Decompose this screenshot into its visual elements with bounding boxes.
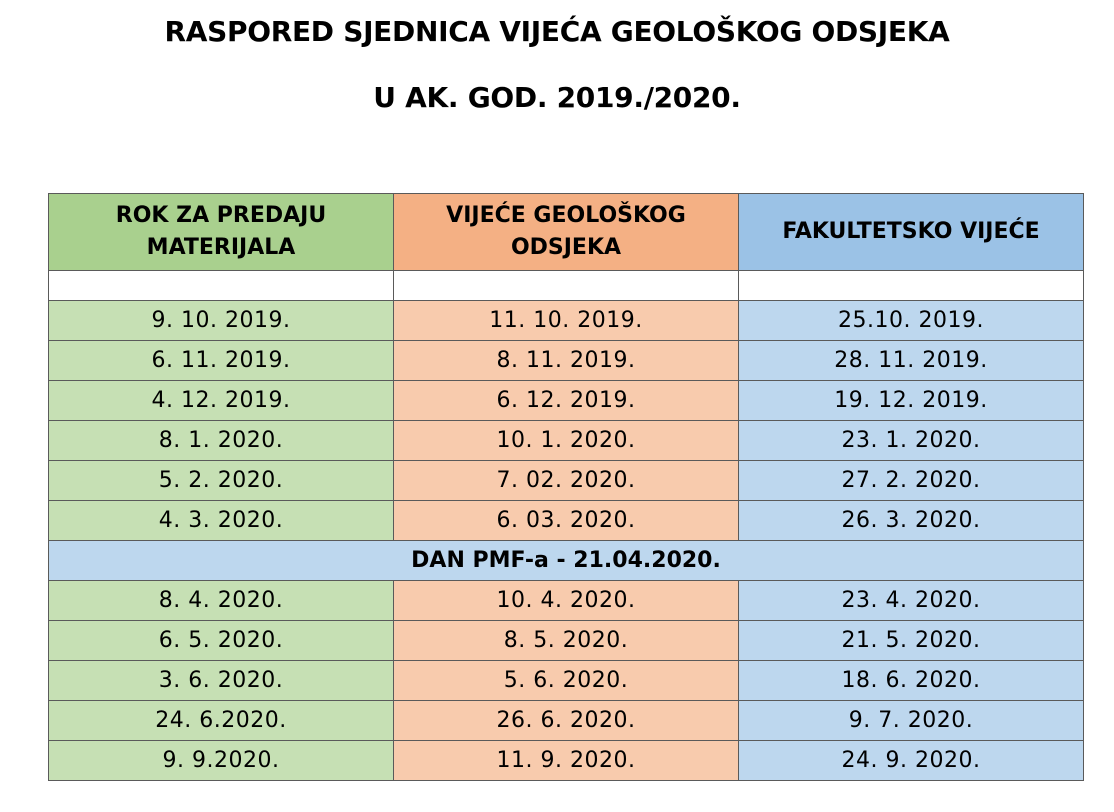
department-council-cell: 26. 6. 2020. — [394, 701, 739, 741]
deadline-cell: 5. 2. 2020. — [49, 461, 394, 501]
faculty-council-cell: 27. 2. 2020. — [739, 461, 1084, 501]
event-label: DAN PMF-a - 21.04.2020. — [49, 541, 1084, 581]
deadline-cell: 8. 4. 2020. — [49, 581, 394, 621]
faculty-council-cell: 21. 5. 2020. — [739, 621, 1084, 661]
header-row — [49, 194, 1084, 271]
blank-cell — [49, 271, 394, 301]
deadline-cell: 3. 6. 2020. — [49, 661, 394, 701]
faculty-council-cell: 23. 1. 2020. — [739, 421, 1084, 461]
table-row — [49, 421, 1084, 461]
department-council-cell: 8. 11. 2019. — [394, 341, 739, 381]
table-row — [49, 501, 1084, 541]
table-row — [49, 381, 1084, 421]
table-row — [49, 461, 1084, 501]
page-subtitle: U AK. GOD. 2019./2020. — [373, 81, 741, 114]
header-department-council: VIJEĆE GEOLOŠKOG ODSJEKA — [394, 194, 739, 271]
blank-cell — [394, 271, 739, 301]
department-council-cell: 10. 4. 2020. — [394, 581, 739, 621]
header-faculty-council: FAKULTETSKO VIJEĆE — [739, 194, 1084, 271]
schedule-table — [48, 193, 1084, 781]
faculty-council-cell: 25.10. 2019. — [739, 301, 1084, 341]
table-row — [49, 621, 1084, 661]
table-row — [49, 581, 1084, 621]
department-council-cell: 11. 9. 2020. — [394, 741, 739, 781]
department-council-cell: 6. 03. 2020. — [394, 501, 739, 541]
faculty-council-cell: 26. 3. 2020. — [739, 501, 1084, 541]
deadline-cell: 8. 1. 2020. — [49, 421, 394, 461]
department-council-cell: 10. 1. 2020. — [394, 421, 739, 461]
department-council-cell: 8. 5. 2020. — [394, 621, 739, 661]
table-row — [49, 301, 1084, 341]
header-submission-deadline: ROK ZA PREDAJU MATERIJALA — [49, 194, 394, 271]
deadline-cell: 4. 3. 2020. — [49, 501, 394, 541]
table-row — [49, 741, 1084, 781]
deadline-cell: 9. 9.2020. — [49, 741, 394, 781]
table-row — [49, 341, 1084, 381]
faculty-council-cell: 28. 11. 2019. — [739, 341, 1084, 381]
department-council-cell: 6. 12. 2019. — [394, 381, 739, 421]
faculty-council-cell: 23. 4. 2020. — [739, 581, 1084, 621]
blank-row — [49, 271, 1084, 301]
deadline-cell: 24. 6.2020. — [49, 701, 394, 741]
deadline-cell: 6. 5. 2020. — [49, 621, 394, 661]
faculty-council-cell: 19. 12. 2019. — [739, 381, 1084, 421]
table-row — [49, 701, 1084, 741]
faculty-council-cell: 9. 7. 2020. — [739, 701, 1084, 741]
deadline-cell: 6. 11. 2019. — [49, 341, 394, 381]
page-title: RASPORED SJEDNICA VIJEĆA GEOLOŠKOG ODSJEKA — [164, 15, 950, 48]
table-row — [49, 661, 1084, 701]
faculty-council-cell: 24. 9. 2020. — [739, 741, 1084, 781]
deadline-cell: 4. 12. 2019. — [49, 381, 394, 421]
deadline-cell: 9. 10. 2019. — [49, 301, 394, 341]
department-council-cell: 5. 6. 2020. — [394, 661, 739, 701]
department-council-cell: 7. 02. 2020. — [394, 461, 739, 501]
event-row — [49, 541, 1084, 581]
blank-cell — [739, 271, 1084, 301]
faculty-council-cell: 18. 6. 2020. — [739, 661, 1084, 701]
department-council-cell: 11. 10. 2019. — [394, 301, 739, 341]
